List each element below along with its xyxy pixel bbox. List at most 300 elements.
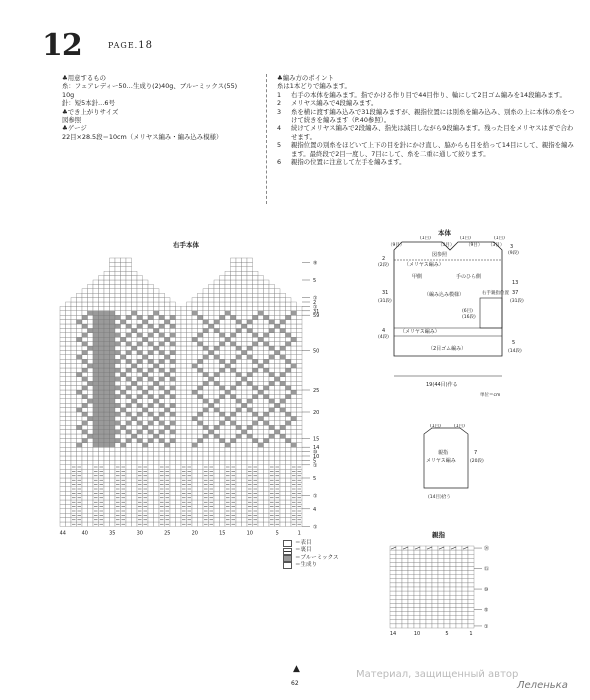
chart-cell [438,608,444,612]
chart-cell [297,328,303,332]
chart-cell [253,399,259,403]
chart-cell [444,571,450,575]
chart-cell [462,591,468,595]
chart-cell [110,518,116,522]
chart-cell [225,359,231,363]
chart-cell [291,390,297,394]
chart-cell [247,381,253,385]
chart-cell [242,315,248,319]
chart-cell [82,452,88,456]
chart-cell [275,408,281,412]
chart-cell [203,346,209,350]
chart-cell [468,571,474,575]
chart-cell [93,324,99,328]
chart-cell [88,456,94,460]
chart-cell [258,390,264,394]
chart-cell [264,368,270,372]
chart-cell [242,355,248,359]
chart-cell [181,320,187,324]
chart-cell [264,302,270,306]
chart-cell [126,482,132,486]
chart-cell [71,298,77,302]
chart-cell [132,434,138,438]
chart-cell [132,403,138,407]
chart-cell [148,447,154,451]
chart-cell [104,271,110,275]
chart-cell [66,412,72,416]
chart-cell [143,350,149,354]
chart-cell [269,298,275,302]
chart-cell [104,298,110,302]
chart-cell [220,399,226,403]
chart-cell [137,328,143,332]
chart-cell [82,491,88,495]
pattern-number: 12 [42,28,82,63]
chart-cell [82,324,88,328]
chart-cell [77,337,83,341]
chart-cell [456,567,462,571]
materials-title: ♣用意するもの [62,74,107,82]
chart-cell [432,554,438,558]
chart-cell [214,504,220,508]
chart-cell [258,496,264,500]
chart-cell [297,438,303,442]
label: 37 [512,290,519,296]
chart-cell [258,504,264,508]
chart-cell [402,550,408,554]
chart-cell [396,620,402,624]
chart-cell [275,438,281,442]
chart-cell [444,599,450,603]
chart-cell [203,416,209,420]
chart-cell [253,372,259,376]
chart-cell [132,399,138,403]
chart-cell [408,583,414,587]
chart-cell [170,500,176,504]
chart-cell [99,293,105,297]
page-footer-number: 62 [291,680,299,687]
chart-cell [110,328,116,332]
chart-cell [88,390,94,394]
chart-cell [258,320,264,324]
chart-cell [181,368,187,372]
chart-cell [231,416,237,420]
chart-cell [88,504,94,508]
chart-cell [203,342,209,346]
chart-cell [110,311,116,315]
chart-cell [132,368,138,372]
chart-cell [143,320,149,324]
chart-cell [408,575,414,579]
chart-cell [121,267,127,271]
chart-cell [247,460,253,464]
chart-cell [176,386,182,390]
chart-cell [209,386,215,390]
chart-cell [220,469,226,473]
chart-cell [104,372,110,376]
chart-cell [121,355,127,359]
chart-cell [291,355,297,359]
chart-cell [242,487,248,491]
chart-cell [420,624,426,628]
chart-cell [462,567,468,571]
chart-cell [99,425,105,429]
chart-cell [126,496,132,500]
chart-cell [104,359,110,363]
legend-item [283,547,339,554]
chart-cell [132,364,138,368]
chart-cell [214,456,220,460]
label: (14段) [508,349,522,354]
chart-cell [99,460,105,464]
chart-cell [77,311,83,315]
chart-cell [82,298,88,302]
chart-cell [132,306,138,310]
chart-cell [148,333,154,337]
chart-cell [93,408,99,412]
chart-cell [66,496,72,500]
chart-cell [468,575,474,579]
chart-cell [176,364,182,368]
chart-cell [93,350,99,354]
chart-cell [231,430,237,434]
chart-cell [220,284,226,288]
chart-cell [253,390,259,394]
chart-cell [468,546,474,550]
chart-cell [104,504,110,508]
chart-cell [115,271,121,275]
chart-cell [121,337,127,341]
chart-cell [450,571,456,575]
chart-cell [132,452,138,456]
chart-cell [60,368,66,372]
chart-cell [269,434,275,438]
chart-cell [154,412,160,416]
chart-cell [126,416,132,420]
chart-y-tick: ⑤ [484,607,489,614]
chart-cell [121,258,127,262]
chart-cell [253,412,259,416]
chart-cell [258,509,264,513]
chart-cell [82,372,88,376]
chart-cell [82,337,88,341]
label: (1目) [460,236,471,241]
chart-cell [286,522,292,526]
chart-cell [143,289,149,293]
chart-cell [110,522,116,526]
chart-cell [402,558,408,562]
chart-cell [426,575,432,579]
chart-cell [214,425,220,429]
chart-cell [203,408,209,412]
chart-cell [242,262,248,266]
chart-cell [77,425,83,429]
chart-cell [390,583,396,587]
chart-cell [77,377,83,381]
chart-cell [258,465,264,469]
chart-cell [220,328,226,332]
chart-cell [214,280,220,284]
chart-cell [88,491,94,495]
chart-cell [192,302,198,306]
chart-cell [77,320,83,324]
chart-cell [60,416,66,420]
chart-cell [297,421,303,425]
label: 13 [512,280,519,286]
chart-cell [88,465,94,469]
chart-cell [198,390,204,394]
chart-cell [82,408,88,412]
materials-needle: 針：短5本針…6号 [62,99,115,108]
chart-cell [291,430,297,434]
chart-cell [286,302,292,306]
chart-cell [297,315,303,319]
chart-cell [220,394,226,398]
chart-y-tick: ① [313,462,318,469]
chart-cell [286,386,292,390]
chart-cell [110,355,116,359]
chart-cell [159,456,165,460]
chart-cell [275,425,281,429]
chart-cell [93,359,99,363]
chart-cell [414,562,420,566]
chart-cell [99,306,105,310]
chart-cell [269,337,275,341]
chart-cell [214,460,220,464]
chart-cell [214,359,220,363]
chart-cell [225,311,231,315]
chart-cell [269,364,275,368]
chart-cell [258,438,264,442]
chart-cell [115,399,121,403]
chart-cell [291,311,297,315]
chart-cell [99,438,105,442]
chart-cell [192,315,198,319]
chart-cell [126,328,132,332]
chart-cell [402,575,408,579]
chart-cell [192,298,198,302]
chart-cell [280,416,286,420]
chart-cell [444,554,450,558]
chart-cell [137,333,143,337]
chart-cell [88,328,94,332]
chart-cell [104,408,110,412]
chart-cell [247,276,253,280]
chart-cell [297,430,303,434]
chart-cell [264,280,270,284]
chart-cell [104,311,110,315]
chart-cell [77,421,83,425]
chart-cell [214,372,220,376]
chart-cell [110,500,116,504]
chart-cell [88,425,94,429]
chart-cell [192,478,198,482]
chart-cell [390,612,396,616]
chart-cell [275,390,281,394]
chart-cell [176,430,182,434]
chart-cell [82,306,88,310]
chart-cell [187,403,193,407]
chart-cell [220,496,226,500]
chart-cell [77,315,83,319]
chart-cell [253,346,259,350]
chart-cell [247,386,253,390]
chart-cell [408,608,414,612]
chart-cell [66,452,72,456]
chart-cell [264,408,270,412]
chart-cell [209,337,215,341]
chart-cell [104,447,110,451]
chart-cell [148,443,154,447]
chart-cell [438,620,444,624]
chart-cell [137,337,143,341]
chart-cell [137,399,143,403]
chart-cell [192,482,198,486]
chart-cell [450,608,456,612]
label: 図参照 [432,252,448,258]
chart-cell [225,315,231,319]
chart-cell [187,438,193,442]
chart-cell [242,496,248,500]
chart-cell [148,381,154,385]
chart-cell [88,496,94,500]
chart-cell [225,386,231,390]
chart-cell [60,346,66,350]
chart-cell [121,306,127,310]
chart-cell [115,452,121,456]
chart-cell [247,293,253,297]
chart-cell [203,298,209,302]
chart-cell [286,394,292,398]
chart-cell [176,487,182,491]
chart-cell [231,328,237,332]
chart-cell [242,337,248,341]
chart-cell [77,412,83,416]
chart-cell [264,469,270,473]
chart-cell [88,386,94,390]
chart-cell [115,359,121,363]
chart-cell [214,452,220,456]
chart-cell [231,315,237,319]
chart-cell [165,412,171,416]
chart-cell [192,381,198,385]
chart-cell [408,595,414,599]
chart-cell [93,460,99,464]
chart-cell [242,324,248,328]
chart-cell [432,575,438,579]
chart-cell [148,518,154,522]
chart-cell [104,421,110,425]
chart-cell [88,350,94,354]
chart-cell [247,315,253,319]
chart-cell [253,377,259,381]
chart-cell [258,298,264,302]
chart-cell [60,372,66,376]
chart-cell [242,350,248,354]
chart-cell [176,324,182,328]
chart-cell [77,324,83,328]
chart-cell [176,412,182,416]
label: 3 [510,244,514,250]
chart-cell [432,579,438,583]
chart-cell [247,425,253,429]
chart-cell [159,346,165,350]
chart-cell [66,522,72,526]
chart-cell [93,452,99,456]
chart-cell [82,434,88,438]
chart-cell [137,289,143,293]
step-text: メリヤス編みで4段編みます。 [291,99,378,108]
chart-cell [115,293,121,297]
chart-cell [115,368,121,372]
chart-cell [396,579,402,583]
chart-cell [77,408,83,412]
chart-cell [187,302,193,306]
chart-cell [143,337,149,341]
chart-cell [132,328,138,332]
chart-cell [203,438,209,442]
chart-cell [66,399,72,403]
chart-cell [438,595,444,599]
chart-cell [187,447,193,451]
chart-cell [438,558,444,562]
chart-cell [104,364,110,368]
chart-cell [148,298,154,302]
chart-cell [203,434,209,438]
chart-cell [275,320,281,324]
chart-y-tick: 31 [313,308,320,315]
chart-y-tick: 25 [313,388,320,394]
chart-cell [220,504,226,508]
chart-cell [88,337,94,341]
chart-cell [264,403,270,407]
chart-cell [450,575,456,579]
chart-cell [225,324,231,328]
chart-cell [390,595,396,599]
chart-cell [192,491,198,495]
chart-cell [170,469,176,473]
chart-cell [121,298,127,302]
chart-cell [225,293,231,297]
chart-cell [159,394,165,398]
chart-cell [198,355,204,359]
chart-cell [264,421,270,425]
chart-cell [220,386,226,390]
chart-cell [60,478,66,482]
chart-cell [192,412,198,416]
chart-cell [468,554,474,558]
chart-cell [214,399,220,403]
chart-cell [192,342,198,346]
chart-cell [110,359,116,363]
chart-y-tick: 4 [313,506,317,513]
chart-cell [192,469,198,473]
chart-cell [110,276,116,280]
chart-cell [280,328,286,332]
chart-cell [121,421,127,425]
chart-cell [148,386,154,390]
chart-cell [110,280,116,284]
chart-cell [132,513,138,517]
chart-cell [242,513,248,517]
chart-cell [159,399,165,403]
chart-cell [264,320,270,324]
chart-cell [115,390,121,394]
chart-cell [88,381,94,385]
chart-cell [242,452,248,456]
chart-cell [225,381,231,385]
chart-cell [402,616,408,620]
